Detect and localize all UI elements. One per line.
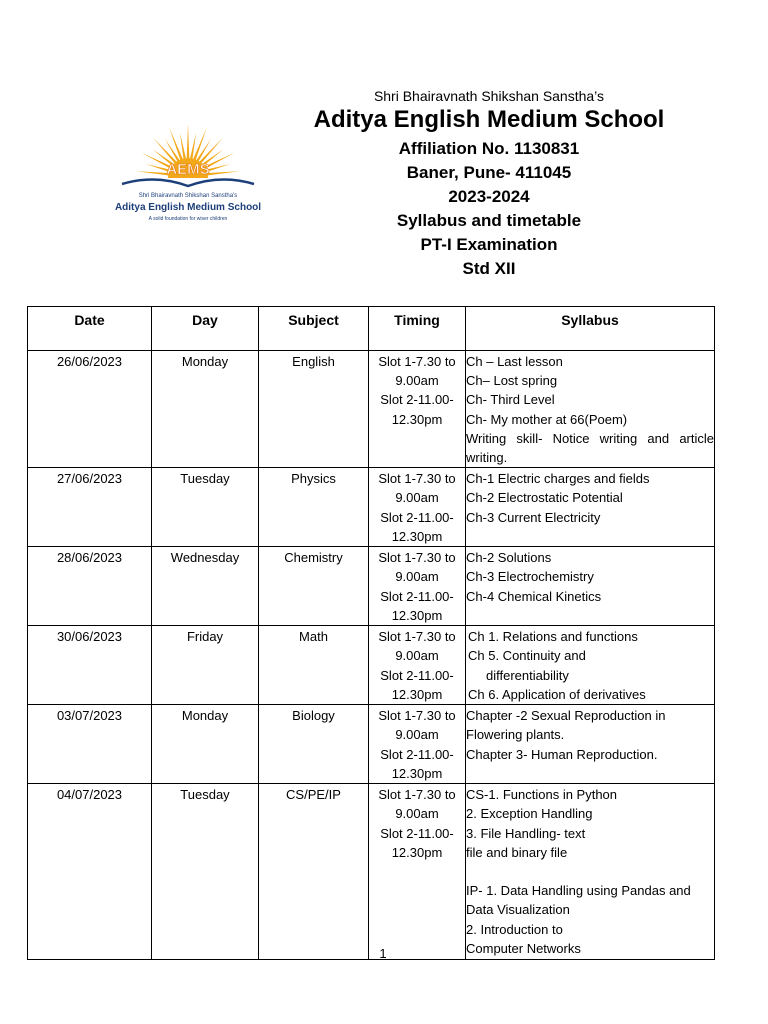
table-header-row	[28, 307, 715, 351]
logo-tagline: A solid foundation for wiser children	[148, 216, 228, 222]
table-row	[28, 351, 715, 468]
timing-line: 12.30pm	[391, 528, 443, 544]
standard: Std XII	[462, 259, 516, 278]
column-header-syllabus: Syllabus	[466, 307, 715, 351]
timing-line: 9.00am	[395, 806, 439, 822]
timing-line: 9.00am	[395, 490, 439, 506]
timing-line: Slot 2-11.00-	[380, 392, 454, 408]
school-address: Baner, Pune- 411045	[406, 163, 572, 182]
page-number: 1	[379, 946, 387, 961]
exam-subject: English	[259, 351, 369, 468]
syllabus-line: Chapter -2 Sexual Reproduction in	[466, 708, 666, 724]
exam-date: 26/06/2023	[28, 351, 152, 468]
logo-school-name: Aditya English Medium School	[114, 202, 262, 213]
exam-subject: Chemistry	[259, 547, 369, 626]
trust-name: Shri Bhairavnath Shikshan Sanstha’s	[373, 88, 605, 104]
exam-date: 30/06/2023	[28, 626, 152, 705]
exam-day: Tuesday	[152, 468, 259, 547]
school-name: Aditya English Medium School	[313, 106, 665, 133]
timing-line: 12.30pm	[391, 844, 443, 860]
exam-subject: CS/PE/IP	[259, 784, 369, 960]
timing-line: 9.00am	[395, 727, 439, 743]
exam-name: PT-I Examination	[420, 235, 558, 254]
syllabus-line: Ch 1. Relations and functions	[468, 629, 638, 645]
timing-line: Slot 2-11.00-	[380, 746, 454, 762]
timing-line: Slot 1-7.30 to	[378, 629, 456, 645]
timing-line: Slot 2-11.00-	[380, 588, 454, 604]
exam-date: 03/07/2023	[28, 705, 152, 784]
timing-line: Slot 1-7.30 to	[378, 708, 456, 724]
exam-syllabus	[466, 784, 715, 960]
column-header-timing: Timing	[369, 307, 466, 351]
timing-line: Slot 1-7.30 to	[378, 787, 456, 803]
syllabus-line: Ch 6. Application of derivatives	[468, 686, 646, 702]
timing-line: Slot 1-7.30 to	[378, 550, 456, 566]
timing-line: 12.30pm	[391, 411, 443, 427]
school-logo	[112, 118, 264, 236]
syllabus-line: 2. Exception Handling	[466, 806, 593, 822]
table-row	[28, 705, 715, 784]
syllabus-line: Ch– Lost spring	[466, 373, 558, 389]
syllabus-line: Writing skill- Notice writing and article writing.	[466, 430, 714, 466]
exam-date: 28/06/2023	[28, 547, 152, 626]
table-row	[28, 626, 715, 705]
exam-timing	[369, 626, 466, 705]
exam-syllabus	[466, 547, 715, 626]
logo-mark: AEMS	[166, 161, 210, 178]
syllabus-line: Ch-2 Solutions	[466, 550, 552, 566]
syllabus-line: Ch-3 Current Electricity	[466, 509, 601, 525]
logo-trust: Shri Bhairavnath Shikshan Sanstha's	[138, 193, 238, 199]
exam-timing	[369, 784, 466, 960]
syllabus-line: Ch- Third Level	[466, 392, 555, 408]
exam-date: 04/07/2023	[28, 784, 152, 960]
syllabus-line: Ch-1 Electric charges and fields	[466, 471, 650, 487]
timing-line: 12.30pm	[391, 765, 443, 781]
column-header-date: Date	[28, 307, 152, 351]
affiliation-number: Affiliation No. 1130831	[398, 139, 580, 158]
syllabus-line: Data Visualization	[466, 902, 570, 918]
timing-line: Slot 1-7.30 to	[378, 354, 456, 369]
exam-date: 27/06/2023	[28, 468, 152, 547]
column-header-day: Day	[152, 307, 259, 351]
timing-line: Slot 1-7.30 to	[378, 471, 456, 487]
exam-timing	[369, 351, 466, 468]
exam-day: Monday	[152, 351, 259, 468]
book-icon	[122, 179, 254, 186]
document-title: Syllabus and timetable	[396, 211, 582, 230]
exam-syllabus	[466, 705, 715, 784]
syllabus-line: Computer Networks	[466, 940, 581, 956]
timing-line: 9.00am	[395, 373, 439, 389]
timing-line: Slot 2-11.00-	[380, 667, 454, 683]
syllabus-line: Ch-3 Electrochemistry	[466, 569, 594, 585]
sun-ray	[206, 171, 240, 175]
syllabus-line: Ch-2 Electrostatic Potential	[466, 490, 623, 506]
exam-syllabus	[466, 468, 715, 547]
exam-syllabus	[466, 351, 715, 468]
exam-timing	[369, 705, 466, 784]
timing-line: 12.30pm	[391, 607, 443, 623]
syllabus-line	[466, 862, 714, 881]
timing-line: 9.00am	[395, 569, 439, 585]
syllabus-line: Flowering plants.	[466, 727, 565, 743]
exam-day: Wednesday	[152, 547, 259, 626]
syllabus-line: 2. Introduction to	[466, 921, 563, 937]
timing-line: 12.30pm	[391, 686, 443, 702]
syllabus-line: Ch – Last lesson	[466, 354, 563, 369]
exam-subject: Biology	[259, 705, 369, 784]
exam-timing	[369, 468, 466, 547]
timetable	[27, 306, 715, 960]
exam-day: Tuesday	[152, 784, 259, 960]
syllabus-line: CS-1. Functions in Python	[466, 787, 618, 803]
syllabus-line: Ch-4 Chemical Kinetics	[466, 588, 602, 604]
timing-line: Slot 2-11.00-	[380, 509, 454, 525]
syllabus-line: differentiability	[486, 667, 569, 683]
table-row	[28, 468, 715, 547]
syllabus-line: Chapter 3- Human Reproduction.	[466, 746, 658, 762]
column-header-subject: Subject	[259, 307, 369, 351]
syllabus-line: file and binary file	[466, 844, 568, 860]
exam-day: Friday	[152, 626, 259, 705]
exam-timing	[369, 547, 466, 626]
academic-year: 2023-2024	[448, 187, 530, 206]
timing-line: Slot 2-11.00-	[380, 825, 454, 841]
syllabus-line: Ch- My mother at 66(Poem)	[466, 411, 628, 427]
exam-day: Monday	[152, 705, 259, 784]
exam-syllabus	[466, 626, 715, 705]
table-row	[28, 547, 715, 626]
sun-ray	[136, 171, 170, 175]
sun-ray	[187, 124, 190, 158]
exam-subject: Physics	[259, 468, 369, 547]
syllabus-line: 3. File Handling- text	[466, 825, 586, 841]
table-row	[28, 784, 715, 960]
syllabus-line: IP- 1. Data Handling using Pandas and	[466, 883, 691, 899]
timing-line: 9.00am	[395, 648, 439, 664]
syllabus-line: Ch 5. Continuity and	[468, 648, 586, 664]
exam-subject: Math	[259, 626, 369, 705]
